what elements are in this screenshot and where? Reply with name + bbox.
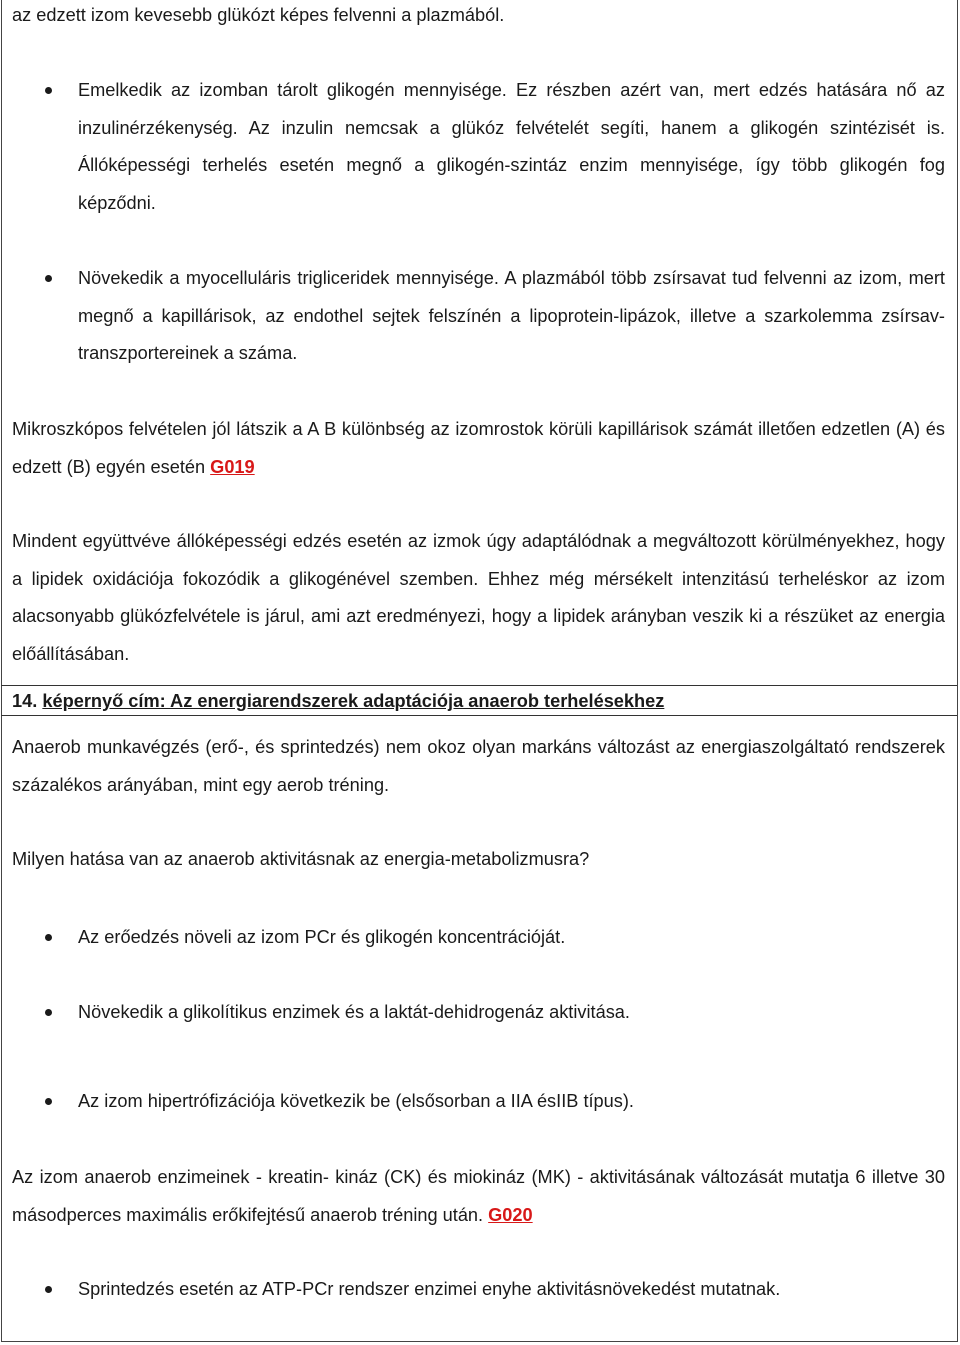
intro-line: az edzett izom kevesebb glükózt képes felvenni a plazmából. [12, 5, 505, 25]
image-link-g020[interactable]: G020 [488, 1204, 533, 1225]
section-title-text: képernyő cím: Az energiarendszerek adaptációja anaerob terhelésekhez [42, 691, 665, 711]
bullet-sprint: Sprintedzés esetén az ATP-PCr rendszer enzimei enyhe aktivitásnövekedést mutatnak. [78, 1279, 781, 1299]
micrograph-paragraph [12, 411, 945, 486]
micrograph-text: Mikroszkópos felvételen jól látszik a A B különbség az izomrostok körüli kapillárisok számát illetően edzetlen (A) és edzett (B) egyén esetén [12, 419, 945, 477]
section-divider-bottom [1, 715, 957, 716]
enzyme-text: Az izom anaerob enzimeinek - kreatin- kináz (CK) és miokináz (MK) - aktivitásának változását mutatja 6 illetve 30 másodperces maximális erőkifejtésű anaerob tréning után. [12, 1167, 945, 1225]
image-link-g019[interactable]: G019 [210, 456, 255, 477]
summary-paragraph: Mindent együttvéve állóképességi edzés esetén az izmok úgy adaptálódnak a megváltozott körülményekhez, hogy a lipidek oxidációja fokozódik a glikogénével szemben. Ehhez még mérsékelt intenzitású terheléskor az izom alacsonyabb glükózfelvétele is járul, ami azt eredményezi, hogy a lipidek arányban veszik ki a részüket az energia előállításában. [12, 531, 945, 664]
bullet-glycogen: Emelkedik az izomban tárolt glikogén mennyisége. Ez részben azért van, mert edzés hatására nő az inzulinérzékenység. Az inzulin nemcsak a glükóz felvételét segíti, hanem a glikogén szintézisét is. Állóképességi terhelés esetén megnő a glikogén-szintáz enzim mennyisége, így több glikogén fog képződni. [78, 80, 945, 213]
bullet-dot [45, 934, 52, 941]
anaerob-intro: Anaerob munkavégzés (erő-, és sprintedzés) nem okoz olyan markáns változást az energiaszolgáltató rendszerek százalékos arányában, mint egy aerob tréning. [12, 737, 945, 795]
bullet-triglycerides: Növekedik a myocelluláris trigliceridek mennyisége. A plazmából több zsírsavat tud felvenni az izom, mert megnő a kapillárisok, az endothel sejtek felszínén a lipoprotein-lipázok, illetve a szarkolemma zsírsav-transzportereinek a száma. [78, 268, 945, 363]
bullet-pcr: Az erőedzés növeli az izom PCr és glikogén koncentrációját. [78, 927, 566, 947]
section-number: 14. [12, 691, 38, 711]
bullet-glycolytic: Növekedik a glikolítikus enzimek és a laktát-dehidrogenáz aktivitása. [78, 1002, 630, 1022]
question: Milyen hatása van az anaerob aktivitásnak az energia-metabolizmusra? [12, 849, 590, 869]
bullet-dot [45, 275, 52, 282]
bullet-dot [45, 1098, 52, 1105]
enzyme-paragraph [12, 1159, 945, 1234]
bullet-hypertrophy: Az izom hipertrófizációja következik be (elsősorban a IIA ésIIB típus). [78, 1091, 634, 1111]
bullet-dot [45, 1009, 52, 1016]
bullet-dot [45, 1286, 52, 1293]
bullet-dot [45, 87, 52, 94]
section-title [12, 686, 664, 716]
